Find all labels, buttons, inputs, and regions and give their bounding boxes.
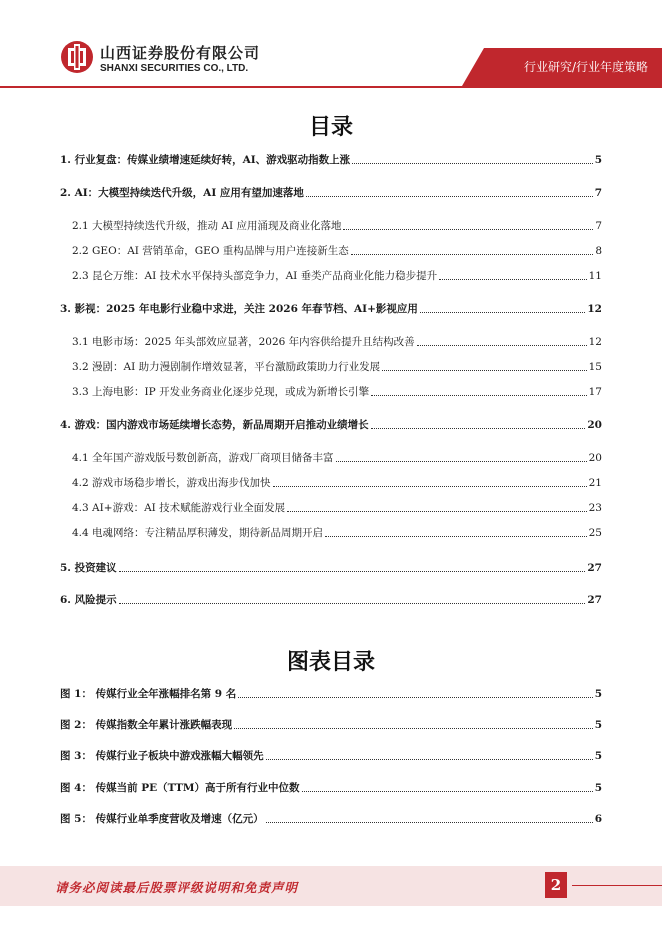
- toc-entry[interactable]: [60, 561, 602, 575]
- toc-entry[interactable]: [72, 219, 602, 233]
- toc-entry[interactable]: [72, 501, 602, 515]
- figure-entry-page: 5: [594, 782, 602, 794]
- toc-entry-title: 2.1 大模型持续迭代升级，推动 AI 应用涌现及商业化落地: [72, 220, 342, 232]
- leader-dots: [306, 196, 593, 197]
- toc-entry[interactable]: [60, 418, 602, 432]
- leader-dots: [302, 791, 593, 792]
- toc-entry-page: 25: [588, 527, 602, 539]
- header-divider: [0, 86, 662, 88]
- toc-title: 目录: [308, 115, 353, 140]
- toc-entry-page: 5: [594, 154, 602, 166]
- toc-entry-page: 7: [595, 220, 602, 232]
- page-footer: [0, 866, 662, 906]
- leader-dots: [119, 571, 586, 572]
- toc-entry-page: 15: [588, 361, 602, 373]
- toc-entry[interactable]: [72, 360, 602, 374]
- toc-entry[interactable]: [72, 451, 602, 465]
- figure-entry-title: 图 1： 传媒行业全年涨幅排名第 9 名: [60, 688, 237, 700]
- figure-entry-page: 5: [594, 750, 602, 762]
- toc-entry[interactable]: [72, 476, 602, 490]
- toc-entry[interactable]: [60, 302, 602, 316]
- toc-entry-page: 27: [587, 594, 602, 606]
- toc-entry-title: 3.2 漫剧：AI 助力漫剧制作增效显著，平台激励政策助力行业发展: [72, 361, 381, 373]
- leader-dots: [371, 428, 586, 429]
- leader-dots: [325, 536, 587, 537]
- leader-dots: [119, 603, 586, 604]
- toc-entry[interactable]: [72, 526, 602, 540]
- toc-entry-title: 4.1 全年国产游戏版号数创新高，游戏厂商项目储备丰富: [72, 452, 334, 464]
- company-name-en: SHANXI SECURITIES CO., LTD.: [100, 63, 249, 74]
- page-header: [0, 0, 662, 88]
- toc-entry-title: 2.3 昆仑万维：AI 技术水平保持头部竞争力，AI 垂类产品商业化能力稳步提升: [72, 270, 438, 282]
- toc-entry-title: 4.2 游戏市场稳步增长，游戏出海步伐加快: [72, 477, 271, 489]
- figures-title: 图表目录: [286, 650, 375, 675]
- figure-entry[interactable]: [60, 687, 602, 701]
- toc-entry-title: 1. 行业复盘：传媒业绩增速延续好转，AI、游戏驱动指数上涨: [60, 154, 351, 166]
- toc-entry-page: 11: [588, 270, 602, 282]
- toc-entry-page: 17: [588, 386, 602, 398]
- leader-dots: [238, 697, 592, 698]
- toc-entry[interactable]: [72, 244, 602, 258]
- toc-entry-title: 3.1 电影市场：2025 年头部效应显著，2026 年内容供给提升且结构改善: [72, 336, 415, 348]
- leader-dots: [266, 759, 593, 760]
- toc-entry-title: 4.3 AI+游戏：AI 技术赋能游戏行业全面发展: [72, 502, 286, 514]
- toc-entry-title: 3.3 上海电影：IP 开发业务商业化逐步兑现，或成为新增长引擎: [72, 386, 370, 398]
- figure-entry-page: 6: [594, 813, 602, 825]
- company-logo-icon: [60, 40, 94, 74]
- figure-entry-title: 图 5： 传媒行业单季度营收及增速（亿元）: [60, 813, 264, 825]
- toc-entry[interactable]: [60, 593, 602, 607]
- leader-dots: [234, 728, 593, 729]
- figure-entry[interactable]: [60, 812, 602, 826]
- leader-dots: [352, 163, 593, 164]
- toc-entry-title: 2.2 GEO：AI 营销革命，GEO 重构品牌与用户连接新生态: [72, 245, 349, 257]
- leader-dots: [336, 461, 587, 462]
- figure-entry-title: 图 4： 传媒当前 PE（TTM）高于所有行业中位数: [60, 782, 300, 794]
- leader-dots: [382, 370, 587, 371]
- toc-entry-title: 6. 风险提示: [60, 594, 117, 606]
- toc-entry[interactable]: [72, 269, 602, 283]
- toc-entry-title: 4. 游戏：国内游戏市场延续增长态势，新品周期开启推动业绩增长: [60, 419, 369, 431]
- figure-entry-page: 5: [594, 688, 602, 700]
- report-category: 行业研究/行业年度策略: [523, 60, 648, 74]
- leader-dots: [343, 229, 593, 230]
- company-name-cn: 山西证券股份有限公司: [100, 44, 261, 62]
- leader-dots: [371, 395, 587, 396]
- toc-entry-page: 8: [595, 245, 602, 257]
- toc-entry-title: 2. AI：大模型持续迭代升级，AI 应用有望加速落地: [60, 187, 304, 199]
- leader-dots: [420, 312, 585, 313]
- toc-entry-title: 4.4 电魂网络：专注精品厚积薄发，期待新品周期开启: [72, 527, 324, 539]
- figure-entry-title: 图 2： 传媒指数全年累计涨跌幅表现: [60, 719, 233, 731]
- figure-entry[interactable]: [60, 781, 602, 795]
- figure-entry-title: 图 3： 传媒行业子板块中游戏涨幅大幅领先: [60, 750, 264, 762]
- toc-entry-page: 21: [588, 477, 602, 489]
- toc-entry[interactable]: [72, 385, 602, 399]
- toc-entry-title: 5. 投资建议: [60, 562, 117, 574]
- figure-entry[interactable]: [60, 718, 602, 732]
- figure-entry[interactable]: [60, 749, 602, 763]
- leader-dots: [439, 279, 586, 280]
- leader-dots: [266, 822, 593, 823]
- toc-entry[interactable]: [60, 153, 602, 167]
- toc-entry-page: 20: [588, 452, 602, 464]
- toc-entry-page: 27: [587, 562, 602, 574]
- toc-entry[interactable]: [72, 335, 602, 349]
- leader-dots: [351, 254, 594, 255]
- leader-dots: [273, 486, 587, 487]
- figure-entry-page: 5: [594, 719, 602, 731]
- toc-entry-page: 7: [594, 187, 602, 199]
- leader-dots: [417, 345, 587, 346]
- toc-entry-page: 23: [588, 502, 602, 514]
- leader-dots: [287, 511, 586, 512]
- disclaimer-text: 请务必阅读最后股票评级说明和免责声明: [55, 880, 299, 895]
- page-number: 2: [545, 872, 567, 898]
- toc-entry-page: 12: [587, 303, 602, 315]
- toc-entry-page: 20: [587, 419, 602, 431]
- footer-divider: [572, 885, 662, 886]
- toc-entry[interactable]: [60, 186, 602, 200]
- toc-entry-page: 12: [588, 336, 602, 348]
- toc-entry-title: 3. 影视：2025 年电影行业稳中求进，关注 2026 年春节档、AI+影视应用: [60, 303, 418, 315]
